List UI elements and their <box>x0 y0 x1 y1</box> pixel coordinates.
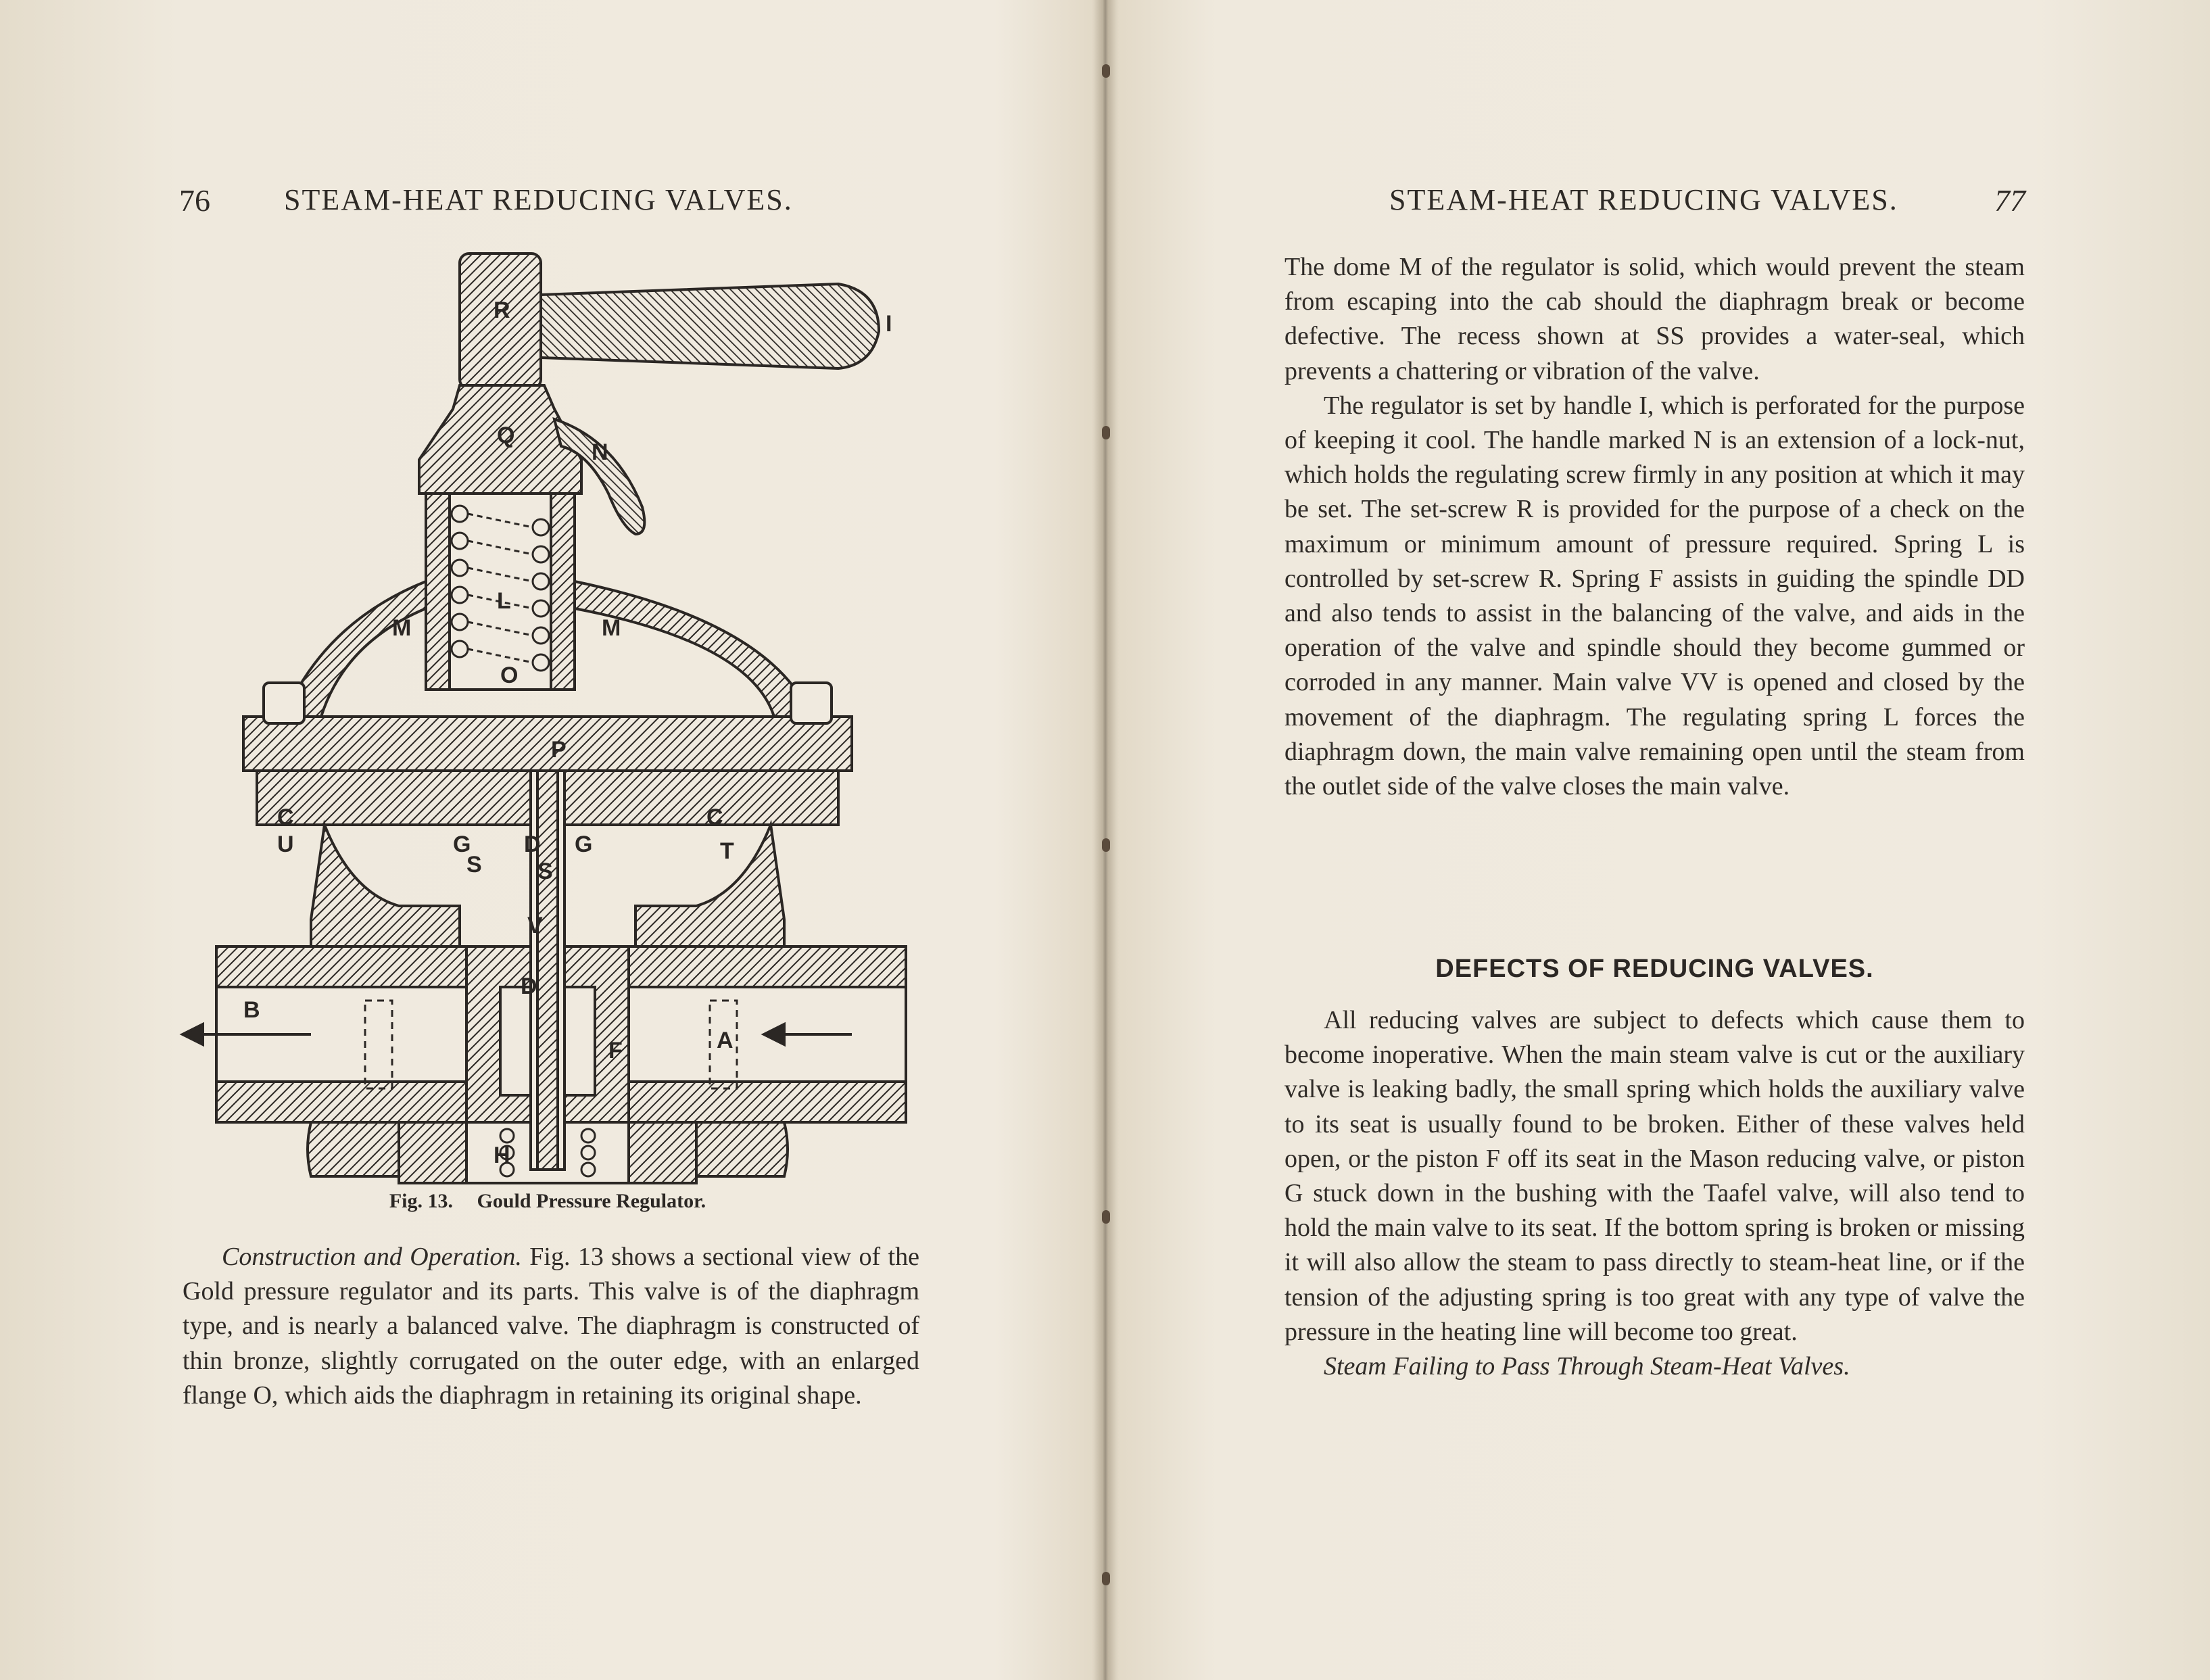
figure-label: G <box>453 832 471 857</box>
paragraph: All reducing valves are subject to defects which cause them to become inoperative. When the main steam valve is cut or the auxiliary valve is leaking badly, the small spring which holds the auxiliary valve to its seat is usually found to be broken. Either of these valves held open, or the piston F off its seat in the Mason reducing valve, or piston G stuck down in the bushing with the Taafel valve, will also tend to hold the main valve to its seat. If the bottom spring is broken or missing it will also allow the steam to pass directly to steam-heat line, or if the tension of the adjusting spring is too great with any type of valve the pressure in the heating line will become too great. <box>1284 1006 2025 1346</box>
figure-caption <box>0 1190 1095 1213</box>
section-heading: DEFECTS OF REDUCING VALVES. <box>1435 955 1874 983</box>
figure-label: A <box>717 1028 734 1053</box>
figure-label: C <box>277 805 294 830</box>
figure-label: R <box>494 297 510 323</box>
left-body-text <box>183 1240 919 1413</box>
figure-label: D <box>524 832 541 857</box>
right-body-text <box>1284 250 2025 804</box>
figure-label: L <box>497 588 511 614</box>
paragraph-italic: Steam Failing to Pass Through Steam-Heat Valves. <box>1324 1352 1850 1381</box>
running-head: STEAM-HEAT REDUCING VALVES. <box>1389 183 1898 216</box>
valve-diagram <box>176 243 919 1190</box>
figure-label: U <box>277 832 294 857</box>
paragraph-text: Fig. 13 shows a sectional view of the Gold pressure regulator and its parts. This valve is of the diaphragm type, and is nearly a balanced valve. The diaphragm is constructed of thin bronze, slightly corrugated on the outer edge, with an enlarged flange O, which aids the diaphragm in retaining its original shape. <box>183 1243 919 1410</box>
figure-label: F <box>608 1038 623 1063</box>
left-page <box>0 0 1095 1680</box>
figure-title: Gould Pressure Regulator. <box>477 1190 706 1212</box>
binding-stitch <box>1102 1210 1110 1224</box>
page-number: 76 <box>179 183 210 218</box>
figure-label: Q <box>497 423 515 448</box>
paragraph: The regulator is set by handle I, which is perforated for the purpose of keeping it cool. The handle marked N is an extension of a lock-nut, which holds the regulating screw firmly in any position at which it may be set. The set-screw R is provided for the purpose of a check on the maximum or minimum amount of pressure required. Spring L is controlled by set-screw R. Spring F assists in guiding the spindle DD and also tends to assist in the balancing of the valve, and aids in the operation of the valve and spindle should they become gummed or corroded in any manner. Main valve VV is opened and closed by the movement of the diaphragm. The regulating spring L forces the diaphragm down, the main valve remaining open until the steam from the outlet side of the valve closes the main valve. <box>1284 391 2025 801</box>
figure-label: H <box>494 1143 510 1168</box>
figure-label: G <box>575 832 593 857</box>
figure-label: O <box>500 663 519 688</box>
figure-label: V <box>527 913 543 938</box>
figure-label: P <box>551 737 567 763</box>
figure-label: M <box>392 615 412 641</box>
page-number: 77 <box>1994 183 2025 218</box>
right-body-text-2 <box>1284 1003 2025 1384</box>
figure-label: D <box>521 974 537 999</box>
paragraph-lead: Construction and Operation. <box>222 1243 522 1271</box>
figure-label: C <box>706 805 723 830</box>
figure-number: Fig. 13. <box>389 1190 454 1212</box>
figure-label: M <box>602 615 621 641</box>
figure-label: I <box>886 311 892 337</box>
paragraph: The dome M of the regulator is solid, which would prevent the steam from escaping into the cab should the diaphragm break or become defective. The recess shown at SS provides a water-seal, which prevents a chattering or vibration of the valve. <box>1284 253 2025 385</box>
binding-stitch <box>1102 64 1110 78</box>
figure-label: B <box>243 997 260 1023</box>
figure-label: S <box>537 859 553 884</box>
figure-label: N <box>592 439 608 465</box>
binding-stitch <box>1102 426 1110 439</box>
running-head: STEAM-HEAT REDUCING VALVES. <box>284 183 793 216</box>
binding-stitch <box>1102 1572 1110 1585</box>
figure-label: S <box>466 852 482 878</box>
figure-label: T <box>720 838 734 864</box>
binding-stitch <box>1102 838 1110 852</box>
